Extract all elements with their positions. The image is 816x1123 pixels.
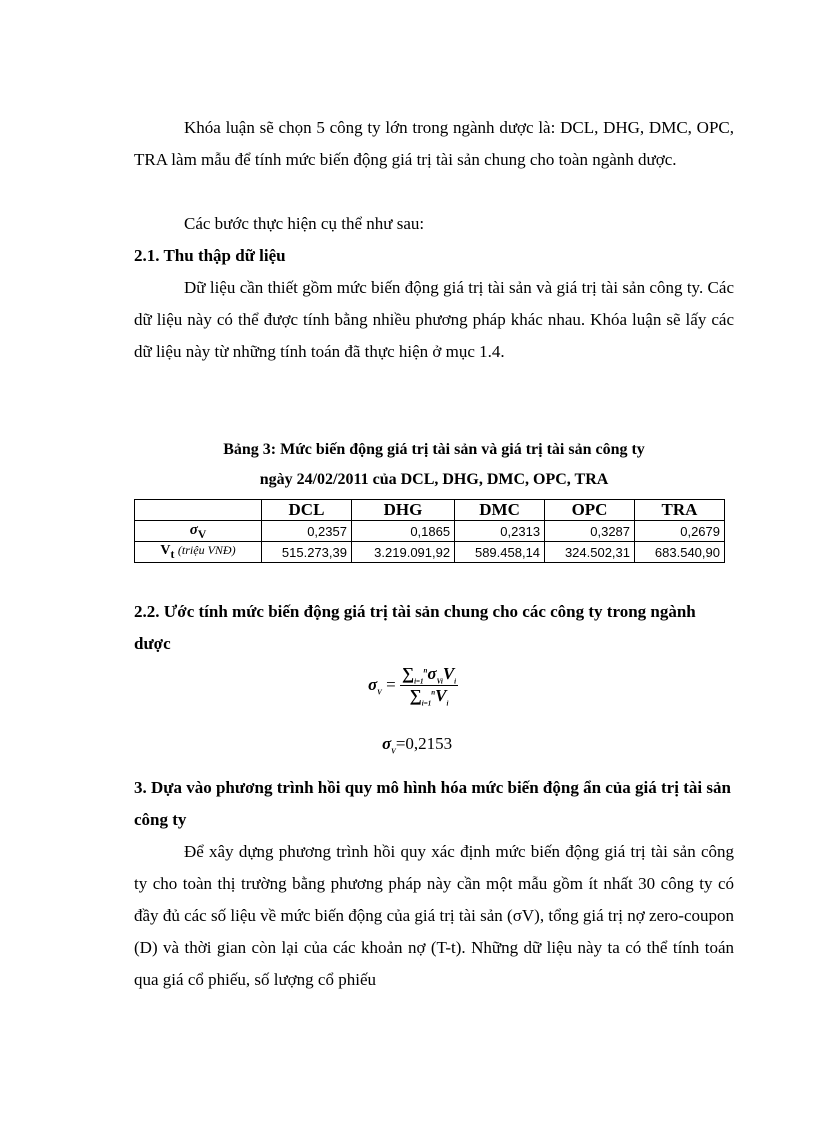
table-caption-line2: ngày 24/02/2011 của DCL, DHG, DMC, OPC, TRA xyxy=(259,471,609,488)
section-2-1-heading: 2.1. Thu thập dữ liệu xyxy=(134,246,286,265)
table-cell: 324.502,31 xyxy=(545,542,635,563)
table-cell: 0,2357 xyxy=(262,521,352,542)
table-row xyxy=(135,521,725,542)
col-header: DHG xyxy=(351,500,454,521)
formula-fraction: $\frac{\sum_{i=1}^n\sigma_{Vi}V_i}{\sum_{i=1}^nV_i}$ xyxy=(401,664,457,708)
steps-intro: Các bước thực hiện cụ thể như sau: xyxy=(184,214,425,233)
section-2-1-body: Dữ liệu cần thiết gồm mức biến động giá trị tài sản và giá trị tài sản công ty. Các dữ liệu này có thể được tính bằng nhiều phương pháp khác nhau. Khóa luận sẽ lấy các dữ liệu này từ những tính toán đã thực hiện ở mục 1.4. xyxy=(134,278,734,361)
table-row xyxy=(135,542,725,563)
section-2-2-heading: 2.2. Ước tính mức biến động giá trị tài sản chung cho các công ty trong ngành dược xyxy=(134,602,696,653)
table-cell: 515.273,39 xyxy=(262,542,352,563)
table-corner-cell xyxy=(135,500,262,521)
col-header: DMC xyxy=(455,500,545,521)
formula-result: $\sigma_V=0,2153$ xyxy=(382,734,453,756)
table-caption-line1: Bảng 3: Mức biến động giá trị tài sản và giá trị tài sản công ty xyxy=(223,441,645,458)
col-header: OPC xyxy=(545,500,635,521)
weighted-formula: $\sigma_V$ = $\frac{\sum_{i=1}^n\sigma_{Vi}V_i}{\sum_{i=1}^nV_i}$ xyxy=(368,664,457,708)
col-header: DCL xyxy=(262,500,352,521)
data-table xyxy=(134,499,725,563)
section-3-body: Để xây dựng phương trình hồi quy xác định mức biến động giá trị tài sản công ty cho toàn thị trường bằng phương pháp này cần một mẫu gồm ít nhất 30 công ty có đầy đủ các số liệu về mức biến động của giá trị tài sản (σV), tổng giá trị nợ zero-coupon (D) và thời gian còn lại của các khoản nợ (T-t). Những dữ liệu này ta có thể tính toán qua giá cổ phiếu, số lượng cổ phiếu xyxy=(134,842,734,989)
table-cell: 0,1865 xyxy=(351,521,454,542)
table-cell: 0,3287 xyxy=(545,521,635,542)
col-header: TRA xyxy=(635,500,725,521)
table-cell: 589.458,14 xyxy=(455,542,545,563)
section-3-heading: 3. Dựa vào phương trình hồi quy mô hình hóa mức biến động ẩn của giá trị tài sản công ty xyxy=(134,778,731,829)
row-label-value: $V_t$ (triệu VNĐ) xyxy=(135,542,262,563)
table-cell: 683.540,90 xyxy=(635,542,725,563)
table-cell: 0,2313 xyxy=(455,521,545,542)
formula-lhs: $\sigma_V$ xyxy=(368,674,382,697)
row-label-sigma: $\sigma_V$ xyxy=(135,521,262,542)
table-header-row xyxy=(135,500,725,521)
table-cell: 3.219.091,92 xyxy=(351,542,454,563)
table-cell: 0,2679 xyxy=(635,521,725,542)
intro-paragraph: Khóa luận sẽ chọn 5 công ty lớn trong ngành dược là: DCL, DHG, DMC, OPC, TRA làm mẫu để tính mức biến động giá trị tài sản chung cho toàn ngành dược. xyxy=(134,118,734,169)
